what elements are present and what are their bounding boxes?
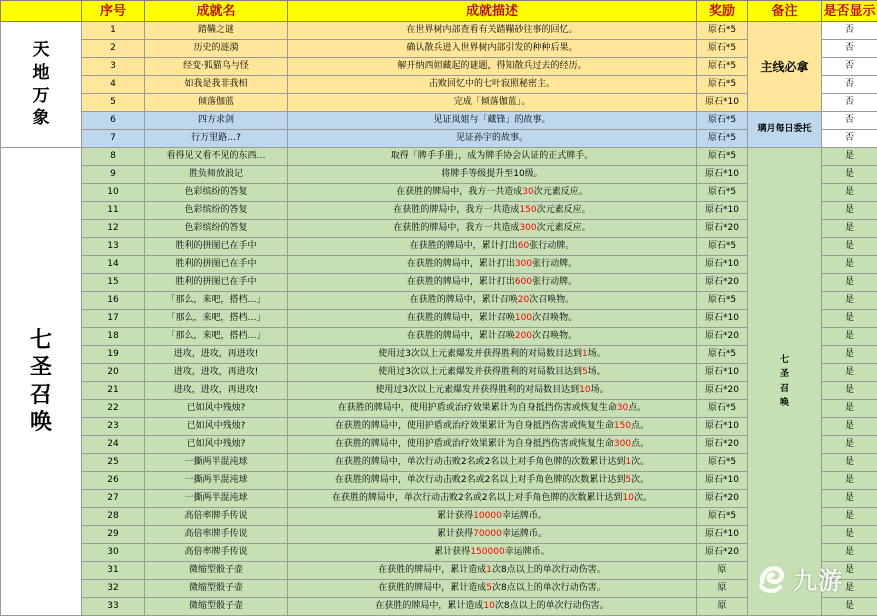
visible-cell: 是: [822, 310, 877, 328]
row-number: 31: [82, 562, 145, 580]
description-text: 在获胜的牌局中，单次行动击败2名或2名以上对手角色牌的次数累计达到: [335, 475, 625, 485]
row-number: 13: [82, 238, 145, 256]
row-number: 9: [82, 166, 145, 184]
highlight-number: 10: [483, 601, 494, 611]
visible-cell: 是: [822, 292, 877, 310]
achievement-description: [288, 274, 697, 292]
header-visible: 是否显示: [822, 1, 877, 22]
highlight-number: 10: [623, 493, 634, 503]
achievement-description: [288, 400, 697, 418]
achievement-description: [288, 436, 697, 454]
description-text: 次。: [634, 493, 652, 503]
description-text: 在获胜的牌局中，使用护盾或治疗效果累计为自身抵挡伤害或恢复生命: [335, 439, 614, 449]
row-number: 29: [82, 526, 145, 544]
achievement-name: 色彩缤纷的答复: [145, 202, 288, 220]
row-number: 16: [82, 292, 145, 310]
table-row: [1, 22, 877, 40]
category-label: 天地万象: [29, 39, 53, 131]
description-text: 累计获得: [437, 511, 473, 521]
description-text: 在获胜的牌局中，累计召唤: [410, 295, 518, 305]
achievement-description: [288, 382, 697, 400]
achievement-description: [288, 580, 697, 598]
achievement-name: 进攻，进攻，再进攻!: [145, 364, 288, 382]
achievement-name: 已如风中残烛?: [145, 400, 288, 418]
reward-cell: 原石*10: [697, 202, 748, 220]
visible-cell: 是: [822, 490, 877, 508]
highlight-number: 1: [582, 349, 588, 359]
description-text: 在获胜的牌局中，我方一共造成: [393, 223, 519, 233]
reward-cell: 原石*5: [697, 76, 748, 94]
table-row: [1, 256, 877, 274]
table-row: [1, 130, 877, 148]
header-note: 备注: [748, 1, 822, 22]
reward-cell: 原石*5: [697, 346, 748, 364]
achievement-name: 「那么，来吧，搭档…」: [145, 292, 288, 310]
visible-cell: 是: [822, 580, 877, 598]
row-number: 24: [82, 436, 145, 454]
row-number: 23: [82, 418, 145, 436]
description-text: 在获胜的牌局中，使用护盾或治疗效果累计为自身抵挡伤害或恢复生命: [338, 403, 617, 413]
row-number: 7: [82, 130, 145, 148]
table-row: [1, 454, 877, 472]
highlight-number: 10: [579, 385, 590, 395]
achievement-description: [288, 184, 697, 202]
table-row: [1, 382, 877, 400]
description-text: 确认散兵进入世界树内部引发的种种后果。: [406, 43, 577, 53]
highlight-number: 200: [515, 331, 532, 341]
description-text: 累计获得: [434, 547, 470, 557]
achievement-name: 已如风中残烛?: [145, 418, 288, 436]
row-number: 8: [82, 148, 145, 166]
achievement-name: 胜利的拼图已在手中: [145, 274, 288, 292]
description-text: 次元素反应。: [534, 187, 588, 197]
description-text: 幸运牌币。: [502, 529, 547, 539]
achievement-description: [288, 22, 697, 40]
description-text: 完成「倾落伽蓝」。: [454, 97, 531, 107]
table-row: [1, 364, 877, 382]
reward-cell: 原石*20: [697, 220, 748, 238]
row-number: 17: [82, 310, 145, 328]
achievement-description: [288, 598, 697, 616]
reward-cell: 原石*5: [697, 184, 748, 202]
highlight-number: 300: [614, 439, 631, 449]
header-row: [1, 1, 877, 22]
achievement-description: [288, 166, 697, 184]
highlight-number: 30: [617, 403, 628, 413]
visible-cell: 是: [822, 598, 877, 616]
description-text: 在获胜的牌局中，累计造成: [378, 565, 486, 575]
reward-cell: 原石*20: [697, 274, 748, 292]
highlight-number: 300: [519, 223, 536, 233]
achievement-name: 高倍率牌手传说: [145, 526, 288, 544]
watermark-text: 九游: [793, 561, 843, 596]
category-cell: [1, 148, 82, 616]
table-row: [1, 238, 877, 256]
visible-cell: 是: [822, 544, 877, 562]
description-text: 次8点以上的单次行动伤害。: [492, 565, 606, 575]
row-number: 5: [82, 94, 145, 112]
table-row: [1, 202, 877, 220]
table-row: [1, 58, 877, 76]
visible-cell: 是: [822, 382, 877, 400]
highlight-number: 30: [522, 187, 533, 197]
visible-cell: 是: [822, 238, 877, 256]
highlight-number: 150000: [470, 547, 504, 557]
description-text: 在获胜的牌局中，累计召唤: [407, 313, 515, 323]
table-row: [1, 166, 877, 184]
description-text: 在获胜的牌局中，累计打出: [410, 241, 518, 251]
highlight-number: 300: [515, 259, 532, 269]
description-text: 取得「牌手手册」，成为牌手协会认证的正式牌手。: [391, 151, 594, 161]
achievement-name: 胜利的拼图已在手中: [145, 238, 288, 256]
description-text: 次8点以上的单次行动伤害。: [495, 601, 609, 611]
description-text: 次元素反应。: [537, 205, 591, 215]
achievement-description: [288, 256, 697, 274]
table-row: [1, 418, 877, 436]
description-text: 见证岚姐与「藏锋」的故事。: [433, 115, 550, 125]
description-text: 见证孙宇的故事。: [456, 133, 528, 143]
reward-cell: 原石*20: [697, 490, 748, 508]
row-number: 25: [82, 454, 145, 472]
description-text: 张行动牌。: [532, 277, 577, 287]
table-row: [1, 508, 877, 526]
achievement-description: [288, 94, 697, 112]
reward-cell: 原石*10: [697, 310, 748, 328]
reward-cell: 原石*5: [697, 112, 748, 130]
achievement-name: 高倍率牌手传说: [145, 544, 288, 562]
description-text: 在获胜的牌局中，累计造成: [375, 601, 483, 611]
description-text: 在获胜的牌局中，我方一共造成: [396, 187, 522, 197]
visible-cell: 否: [822, 112, 877, 130]
description-text: 幸运牌币。: [502, 511, 547, 521]
visible-cell: 是: [822, 148, 877, 166]
reward-cell: 原石*20: [697, 382, 748, 400]
achievement-name: 「那么，来吧，搭档…」: [145, 328, 288, 346]
description-text: 场。: [588, 367, 606, 377]
achievement-name: 经变·狐猫乌与怪: [145, 58, 288, 76]
highlight-number: 1: [625, 457, 631, 467]
reward-cell: 原石*5: [697, 292, 748, 310]
description-text: 在获胜的牌局中，单次行动击败2名或2名以上对手角色牌的次数累计达到: [335, 457, 625, 467]
visible-cell: 否: [822, 130, 877, 148]
row-number: 3: [82, 58, 145, 76]
description-text: 点。: [631, 439, 649, 449]
reward-cell: 原石*10: [697, 418, 748, 436]
visible-cell: 是: [822, 526, 877, 544]
description-text: 将牌手等级提升至10级。: [441, 169, 542, 179]
note-label: 璃月每日委托: [757, 124, 811, 134]
header-reward: 奖励: [697, 1, 748, 22]
achievement-name: 已如风中残烛?: [145, 436, 288, 454]
visible-cell: 否: [822, 94, 877, 112]
achievement-name: 一撕两半混沌球: [145, 472, 288, 490]
reward-cell: 原石*10: [697, 256, 748, 274]
reward-cell: 原石*5: [697, 130, 748, 148]
description-text: 在世界树内部查看有关踏鞴砂往事的回忆。: [406, 25, 577, 35]
achievement-name: 「那么，来吧，搭档…」: [145, 310, 288, 328]
achievement-description: [288, 40, 697, 58]
visible-cell: 是: [822, 346, 877, 364]
table-row: [1, 490, 877, 508]
description-text: 幸运牌币。: [505, 547, 550, 557]
achievement-description: [288, 328, 697, 346]
row-number: 4: [82, 76, 145, 94]
reward-cell: 原石*10: [697, 94, 748, 112]
description-text: 次元素反应。: [537, 223, 591, 233]
table-row: [1, 580, 877, 598]
visible-cell: 是: [822, 274, 877, 292]
description-text: 在获胜的牌局中，累计召唤: [407, 331, 515, 341]
table-row: [1, 112, 877, 130]
visible-cell: 是: [822, 454, 877, 472]
description-text: 次。: [631, 475, 649, 485]
reward-cell: 原石*20: [697, 328, 748, 346]
highlight-number: 150: [519, 205, 536, 215]
visible-cell: 是: [822, 436, 877, 454]
header-name: 成就名: [145, 1, 288, 22]
note-cell: [748, 112, 822, 148]
table-row: [1, 598, 877, 616]
description-text: 次8点以上的单次行动伤害。: [492, 583, 606, 593]
achievement-name: 微缩型骰子壶: [145, 598, 288, 616]
description-text: 在获胜的牌局中，累计造成: [378, 583, 486, 593]
description-text: 在获胜的牌局中，累计打出: [407, 259, 515, 269]
visible-cell: 是: [822, 418, 877, 436]
table-row: [1, 94, 877, 112]
achievement-name: 如我是我非我相: [145, 76, 288, 94]
row-number: 10: [82, 184, 145, 202]
row-number: 21: [82, 382, 145, 400]
achievement-description: [288, 364, 697, 382]
achievement-description: [288, 346, 697, 364]
achievement-description: [288, 490, 697, 508]
description-text: 次召唤物。: [529, 295, 574, 305]
description-text: 场。: [588, 349, 606, 359]
row-number: 33: [82, 598, 145, 616]
description-text: 累计获得: [437, 529, 473, 539]
reward-cell: 原石*5: [697, 148, 748, 166]
description-text: 次召唤物。: [532, 331, 577, 341]
reward-cell: 原石*20: [697, 544, 748, 562]
visible-cell: 是: [822, 328, 877, 346]
achievement-description: [288, 472, 697, 490]
table-row: [1, 40, 877, 58]
description-text: 点。: [631, 421, 649, 431]
achievement-description: [288, 238, 697, 256]
row-number: 27: [82, 490, 145, 508]
row-number: 12: [82, 220, 145, 238]
description-text: 使用过3次以上元素爆发并获得胜利的对局数目达到: [378, 349, 582, 359]
row-number: 28: [82, 508, 145, 526]
visible-cell: 是: [822, 562, 877, 580]
visible-cell: 是: [822, 508, 877, 526]
achievement-name: 色彩缤纷的答复: [145, 220, 288, 238]
row-number: 19: [82, 346, 145, 364]
achievement-description: [288, 562, 697, 580]
table-row: [1, 544, 877, 562]
category-cell: [1, 22, 82, 148]
row-number: 11: [82, 202, 145, 220]
description-text: 在获胜的牌局中，使用护盾或治疗效果累计为自身抵挡伤害或恢复生命: [335, 421, 614, 431]
achievement-name: 一撕两半混沌球: [145, 490, 288, 508]
reward-cell: 原石*10: [697, 472, 748, 490]
achievement-name: 倾落伽蓝: [145, 94, 288, 112]
reward-cell: 原石*10: [697, 526, 748, 544]
achievement-description: [288, 508, 697, 526]
table-row: [1, 76, 877, 94]
highlight-number: 5: [625, 475, 631, 485]
highlight-number: 5: [486, 583, 492, 593]
reward-cell: 原石*5: [697, 238, 748, 256]
achievement-description: [288, 220, 697, 238]
description-text: 点。: [628, 403, 646, 413]
table-row: [1, 562, 877, 580]
reward-cell: 原: [697, 598, 748, 616]
achievement-name: 胜利的拼图已在手中: [145, 256, 288, 274]
table-row: [1, 346, 877, 364]
row-number: 18: [82, 328, 145, 346]
visible-cell: 是: [822, 184, 877, 202]
highlight-number: 150: [614, 421, 631, 431]
visible-cell: 是: [822, 166, 877, 184]
table-row: [1, 292, 877, 310]
highlight-number: 70000: [473, 529, 502, 539]
visible-cell: 否: [822, 58, 877, 76]
table-row: [1, 436, 877, 454]
row-number: 20: [82, 364, 145, 382]
description-text: 张行动牌。: [529, 241, 574, 251]
description-text: 在获胜的牌局中，我方一共造成: [393, 205, 519, 215]
note-label: 主线必拿: [760, 60, 808, 74]
table-row: [1, 328, 877, 346]
achievement-name: 历史的涟漪: [145, 40, 288, 58]
reward-cell: 原石*5: [697, 400, 748, 418]
row-number: 15: [82, 274, 145, 292]
achievement-name: 微缩型骰子壶: [145, 580, 288, 598]
achievement-name: 一撕两半混沌球: [145, 454, 288, 472]
table-row: [1, 472, 877, 490]
visible-cell: 是: [822, 364, 877, 382]
reward-cell: 原石*5: [697, 508, 748, 526]
highlight-number: 10000: [473, 511, 502, 521]
achievement-name: 进攻，进攻，再进攻!: [145, 346, 288, 364]
achievement-description: [288, 112, 697, 130]
description-text: 使用过3次以上元素爆发并获得胜利的对局数目达到: [375, 385, 579, 395]
achievement-name: 色彩缤纷的答复: [145, 184, 288, 202]
reward-cell: 原石*20: [697, 436, 748, 454]
row-number: 2: [82, 40, 145, 58]
achievement-description: [288, 202, 697, 220]
table-row: [1, 274, 877, 292]
description-text: 击败回忆中的七叶寂照秘密主。: [429, 79, 555, 89]
note-label: 七圣召唤: [779, 353, 791, 411]
note-cell: [748, 22, 822, 112]
category-label: 七圣召唤: [29, 327, 53, 437]
achievement-description: [288, 130, 697, 148]
highlight-number: 60: [518, 241, 529, 251]
row-number: 6: [82, 112, 145, 130]
achievement-description: [288, 292, 697, 310]
header-description: 成就描述: [288, 1, 697, 22]
achievement-description: [288, 454, 697, 472]
description-text: 解开纳西妲藏起的谜题，得知散兵过去的经历。: [397, 61, 586, 71]
reward-cell: 原石*5: [697, 40, 748, 58]
highlight-number: 5: [582, 367, 588, 377]
description-text: 在获胜的牌局中，累计打出: [407, 277, 515, 287]
achievement-name: 四方求剑: [145, 112, 288, 130]
achievement-name: 进攻，进攻，再进攻!: [145, 382, 288, 400]
table-row: [1, 184, 877, 202]
table-row: [1, 400, 877, 418]
description-text: 次召唤物。: [532, 313, 577, 323]
visible-cell: 是: [822, 472, 877, 490]
reward-cell: 原: [697, 562, 748, 580]
description-text: 次。: [631, 457, 649, 467]
table-row: [1, 310, 877, 328]
achievement-name: 微缩型骰子壶: [145, 562, 288, 580]
description-text: 在获胜的牌局中，单次行动击败2名或2名以上对手角色牌的次数累计达到: [332, 493, 622, 503]
achievement-description: [288, 58, 697, 76]
achievement-description: [288, 148, 697, 166]
description-text: 使用过3次以上元素爆发并获得胜利的对局数目达到: [378, 367, 582, 377]
achievement-name: 高倍率牌手传说: [145, 508, 288, 526]
reward-cell: 原石*10: [697, 166, 748, 184]
achievement-name: 行万里路…?: [145, 130, 288, 148]
achievement-description: [288, 418, 697, 436]
row-number: 32: [82, 580, 145, 598]
table-row: [1, 526, 877, 544]
achievement-name: 看得见又看不见的东西…: [145, 148, 288, 166]
visible-cell: 否: [822, 40, 877, 58]
achievement-description: [288, 526, 697, 544]
table-row: [1, 220, 877, 238]
reward-cell: 原石*10: [697, 364, 748, 382]
achievement-description: [288, 76, 697, 94]
highlight-number: 600: [515, 277, 532, 287]
achievement-name: 踏鞴之谜: [145, 22, 288, 40]
achievement-name: 胜负师放浪记: [145, 166, 288, 184]
reward-cell: 原石*5: [697, 58, 748, 76]
highlight-number: 1: [486, 565, 492, 575]
description-text: 场。: [591, 385, 609, 395]
highlight-number: 20: [518, 295, 529, 305]
row-number: 14: [82, 256, 145, 274]
visible-cell: 是: [822, 256, 877, 274]
visible-cell: 是: [822, 400, 877, 418]
reward-cell: 原石*5: [697, 454, 748, 472]
achievement-description: [288, 544, 697, 562]
header-category: [1, 1, 82, 22]
row-number: 30: [82, 544, 145, 562]
visible-cell: 否: [822, 76, 877, 94]
reward-cell: 原石*5: [697, 22, 748, 40]
visible-cell: 是: [822, 202, 877, 220]
table-row: [1, 148, 877, 166]
reward-cell: 原: [697, 580, 748, 598]
highlight-number: 100: [515, 313, 532, 323]
note-cell: [748, 148, 822, 616]
achievement-description: [288, 310, 697, 328]
visible-cell: 是: [822, 220, 877, 238]
row-number: 26: [82, 472, 145, 490]
visible-cell: 否: [822, 22, 877, 40]
row-number: 22: [82, 400, 145, 418]
row-number: 1: [82, 22, 145, 40]
header-number: 序号: [82, 1, 145, 22]
description-text: 张行动牌。: [532, 259, 577, 269]
